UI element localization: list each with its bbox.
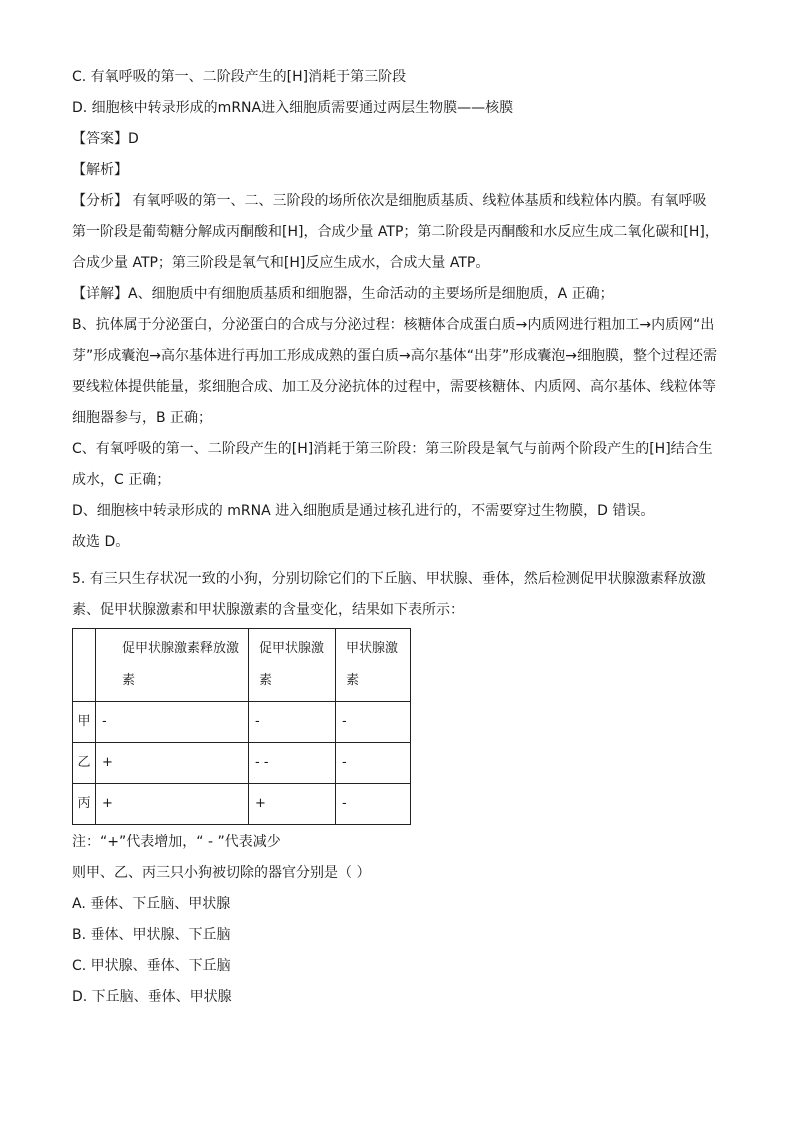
table-row-label: 乙 <box>73 743 96 784</box>
q4-detail-line-9: 故选 D。 <box>72 534 130 550</box>
q4-detail-line-8: D、细胞核中转录形成的 mRNA 进入细胞质是通过核孔进行的，不需要穿过生物膜，D 错误。 <box>72 503 655 519</box>
table-cell: + <box>96 784 249 825</box>
table-row-label: 丙 <box>73 784 96 825</box>
table-cell: - <box>249 702 336 743</box>
table-cell: - <box>336 743 411 784</box>
q5-stem-line-1: 5. 有三只生存状况一致的小狗，分别切除它们的下丘脑、甲状腺、垂体，然后检测促甲状腺激素释放激 <box>72 571 706 587</box>
table-cell: - - <box>249 743 336 784</box>
q5-note: 注：“+”代表增加，“ - ”代表减少 <box>72 834 281 850</box>
table-cell: - <box>336 784 411 825</box>
q4-detail-line-7: 成水，C 正确； <box>72 472 171 488</box>
hormone-table <box>72 628 411 825</box>
q4-option-d: D. 细胞核中转录形成的mRNA进入细胞质需要通过两层生物膜——核膜 <box>72 100 514 116</box>
q4-detail-line-3: 芽”形成囊泡→高尔基体进行再加工形成成熟的蛋白质→高尔基体“出芽”形成囊泡→细胞膜，整个过程还需 <box>72 348 717 364</box>
q4-analysis-line-3: 合成少量 ATP；第三阶段是氧气和[H]反应生成水，合成大量 ATP。 <box>72 255 490 271</box>
q4-analysis-line-2: 第一阶段是葡萄糖分解成丙酮酸和[H]，合成少量 ATP；第二阶段是丙酮酸和水反应生成二氧化碳和[H]， <box>72 224 719 240</box>
table-row-label: 甲 <box>73 702 96 743</box>
q4-answer: 【答案】D <box>72 131 139 147</box>
q4-detail-line-5: 细胞器参与，B 正确； <box>72 410 213 426</box>
table-header-cell: 甲状腺激素 <box>336 629 411 702</box>
table-cell: - <box>336 702 411 743</box>
q4-detail-line-4: 要线粒体提供能量，浆细胞合成、加工及分泌抗体的过程中，需要核糖体、内质网、高尔基体、线粒体等 <box>72 379 716 395</box>
q5-option-c: C. 甲状腺、垂体、下丘脑 <box>72 958 231 974</box>
table-header-cell: 促甲状腺激素释放激素 <box>96 629 249 702</box>
table-header-row <box>73 629 411 702</box>
q4-analysis-line-1: 【分析】 有氧呼吸的第一、二、三阶段的场所依次是细胞质基质、线粒体基质和线粒体内膜。有氧呼吸 <box>72 193 707 209</box>
table-row <box>73 702 411 743</box>
q5-option-b: B. 垂体、甲状腺、下丘脑 <box>72 927 231 943</box>
table-cell: - <box>96 702 249 743</box>
q4-detail-line-6: C、有氧呼吸的第一、二阶段产生的[H]消耗于第三阶段：第三阶段是氧气与前两个阶段产生的[H]结合生 <box>72 441 713 457</box>
q5-option-d: D. 下丘脑、垂体、甲状腺 <box>72 989 232 1005</box>
q5-question: 则甲、乙、丙三只小狗被切除的器官分别是（ ） <box>72 865 371 881</box>
q5-stem-line-2: 素、促甲状腺激素和甲状腺激素的含量变化，结果如下表所示： <box>72 602 464 618</box>
q4-option-c: C. 有氧呼吸的第一、二阶段产生的[H]消耗于第三阶段 <box>72 69 407 85</box>
table-cell: + <box>96 743 249 784</box>
q4-explanation-label: 【解析】 <box>72 162 128 178</box>
q5-option-a: A. 垂体、下丘脑、甲状腺 <box>72 896 231 912</box>
table-row <box>73 743 411 784</box>
table-row <box>73 784 411 825</box>
document-page <box>72 62 724 1013</box>
q4-detail-line-1: 【详解】A、细胞质中有细胞质基质和细胞器，生命活动的主要场所是细胞质，A 正确； <box>72 286 614 302</box>
q4-detail-line-2: B、抗体属于分泌蛋白，分泌蛋白的合成与分泌过程：核糖体合成蛋白质→内质网进行粗加工→内质网“出 <box>72 317 715 333</box>
table-cell: + <box>249 784 336 825</box>
table-corner-cell <box>73 629 96 702</box>
table-header-cell: 促甲状腺激素 <box>249 629 336 702</box>
